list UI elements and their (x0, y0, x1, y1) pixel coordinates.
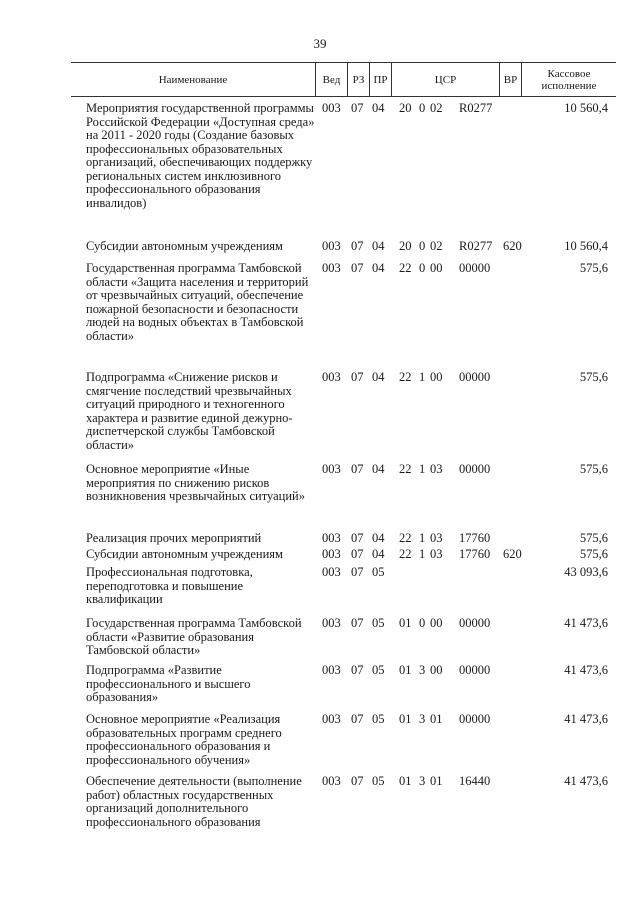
row-name: Государственная программа Тамбовской области «Развитие образования Тамбовской области» (86, 616, 302, 657)
row-c3: 00 (430, 663, 443, 677)
row-sum: 575,6 (579, 370, 608, 384)
row-sum: 575,6 (579, 547, 608, 561)
header-name: Наименование (158, 73, 228, 86)
row-c3: 00 (430, 261, 443, 275)
row-c1: 20 (399, 239, 412, 253)
row-c1: 01 (399, 663, 412, 677)
header-vr: ВР (499, 63, 521, 96)
header-csr: ЦСР (391, 63, 499, 96)
row-c1: 01 (399, 712, 412, 726)
row-c4: R0277 (459, 101, 493, 115)
row-sum: 41 473,6 (564, 616, 608, 630)
row-pr: 04 (372, 261, 385, 275)
row-c4: R0277 (459, 239, 493, 253)
row-name: Обеспечение деятельности (выполнение работ) областных государственных организаций дополнительного профессионального образования (86, 774, 302, 829)
row-rz: 07 (351, 261, 364, 275)
row-sum: 41 473,6 (564, 712, 608, 726)
row-pr: 05 (372, 712, 385, 726)
row-sum: 41 473,6 (564, 663, 608, 677)
row-sum: 575,6 (579, 531, 608, 545)
row-c1: 22 (399, 547, 412, 561)
row-c3: 01 (430, 774, 443, 788)
row-c4: 00000 (459, 616, 491, 630)
row-sum: 10 560,4 (564, 101, 608, 115)
row-c4: 16440 (459, 774, 491, 788)
row-c3: 00 (430, 616, 443, 630)
row-pr: 04 (372, 531, 385, 545)
row-c4: 00000 (459, 462, 491, 476)
row-c1: 22 (399, 370, 412, 384)
row-c1: 22 (399, 531, 412, 545)
row-ved: 003 (322, 370, 341, 384)
row-pr: 05 (372, 663, 385, 677)
header-pr: ПР (369, 63, 391, 96)
row-ved: 003 (322, 462, 341, 476)
row-name: Подпрограмма «Развитие профессионального и высшего образования» (86, 663, 251, 704)
row-rz: 07 (351, 547, 364, 561)
row-rz: 07 (351, 616, 364, 630)
row-c4: 00000 (459, 712, 491, 726)
row-c3: 00 (430, 370, 443, 384)
header-ved: Вед (315, 63, 347, 96)
row-rz: 07 (351, 239, 364, 253)
row-c1: 01 (399, 616, 412, 630)
row-c2: 1 (419, 462, 426, 476)
row-c3: 02 (430, 101, 443, 115)
row-c3: 01 (430, 712, 443, 726)
row-rz: 07 (351, 101, 364, 115)
row-c3: 02 (430, 239, 443, 253)
row-vr: 620 (503, 239, 522, 253)
row-ved: 003 (322, 531, 341, 545)
row-rz: 07 (351, 531, 364, 545)
row-name: Профессиональная подготовка, переподготовка и повышение квалификации (86, 565, 253, 606)
row-c3: 03 (430, 547, 443, 561)
row-c2: 0 (419, 261, 426, 275)
row-pr: 05 (372, 774, 385, 788)
row-rz: 07 (351, 462, 364, 476)
row-c2: 1 (419, 547, 426, 561)
row-name: Основное мероприятие «Иные мероприятия по снижению рисков возникновения чрезвычайных ситуаций» (86, 462, 305, 503)
row-c4: 00000 (459, 370, 491, 384)
row-name: Субсидии автономным учреждениям (86, 547, 283, 561)
row-c2: 0 (419, 101, 426, 115)
row-ved: 003 (322, 712, 341, 726)
row-c2: 3 (419, 712, 426, 726)
row-c1: 22 (399, 261, 412, 275)
row-vr: 620 (503, 547, 522, 561)
row-c4: 17760 (459, 547, 491, 561)
row-c2: 3 (419, 663, 426, 677)
row-sum: 10 560,4 (564, 239, 608, 253)
row-rz: 07 (351, 663, 364, 677)
row-name: Государственная программа Тамбовской области «Защита населения и территорий от чрезвычайных ситуаций, обеспечение пожарной безопасности и безопасности людей на водных объектах в Тамбовской области» (86, 261, 309, 343)
row-name: Субсидии автономным учреждениям (86, 239, 283, 253)
row-c2: 1 (419, 370, 426, 384)
row-c1: 20 (399, 101, 412, 115)
row-ved: 003 (322, 101, 341, 115)
row-name: Мероприятия государственной программы Российской Федерации «Доступная среда» на 2011 - 2020 годы (Создание базовых профессиональных образовательных организаций, обеспечивающих поддержку региональных систем инклюзивного профессионального образования инвалидов) (86, 101, 315, 210)
header-rz: РЗ (347, 63, 369, 96)
page-number: 39 (313, 36, 327, 51)
row-c4: 00000 (459, 261, 491, 275)
row-pr: 04 (372, 239, 385, 253)
row-c2: 0 (419, 239, 426, 253)
row-ved: 003 (322, 239, 341, 253)
row-c1: 22 (399, 462, 412, 476)
row-ved: 003 (322, 616, 341, 630)
row-rz: 07 (351, 370, 364, 384)
row-ved: 003 (322, 565, 341, 579)
row-ved: 003 (322, 547, 341, 561)
row-pr: 04 (372, 462, 385, 476)
row-c3: 03 (430, 462, 443, 476)
header-sum: Кассовое исполнение (521, 63, 616, 96)
row-c3: 03 (430, 531, 443, 545)
row-pr: 04 (372, 101, 385, 115)
row-rz: 07 (351, 774, 364, 788)
row-ved: 003 (322, 774, 341, 788)
row-pr: 05 (372, 565, 385, 579)
row-c1: 01 (399, 774, 412, 788)
row-c2: 0 (419, 616, 426, 630)
row-sum: 43 093,6 (564, 565, 608, 579)
row-c2: 3 (419, 774, 426, 788)
row-c4: 00000 (459, 663, 491, 677)
row-sum: 575,6 (579, 462, 608, 476)
row-ved: 003 (322, 663, 341, 677)
row-sum: 575,6 (579, 261, 608, 275)
row-pr: 05 (372, 616, 385, 630)
row-ved: 003 (322, 261, 341, 275)
row-name: Основное мероприятие «Реализация образовательных программ среднего профессионального образования и профессионального обучения» (86, 712, 282, 767)
row-c2: 1 (419, 531, 426, 545)
row-rz: 07 (351, 565, 364, 579)
row-name: Подпрограмма «Снижение рисков и смягчение последствий чрезвычайных ситуаций природного и техногенного характера и развитие единой дежурно-диспетчерской службы Тамбовской области» (86, 370, 293, 452)
table-header (71, 62, 616, 97)
row-sum: 41 473,6 (564, 774, 608, 788)
row-rz: 07 (351, 712, 364, 726)
row-pr: 04 (372, 547, 385, 561)
row-c4: 17760 (459, 531, 491, 545)
row-pr: 04 (372, 370, 385, 384)
row-name: Реализация прочих мероприятий (86, 531, 262, 545)
